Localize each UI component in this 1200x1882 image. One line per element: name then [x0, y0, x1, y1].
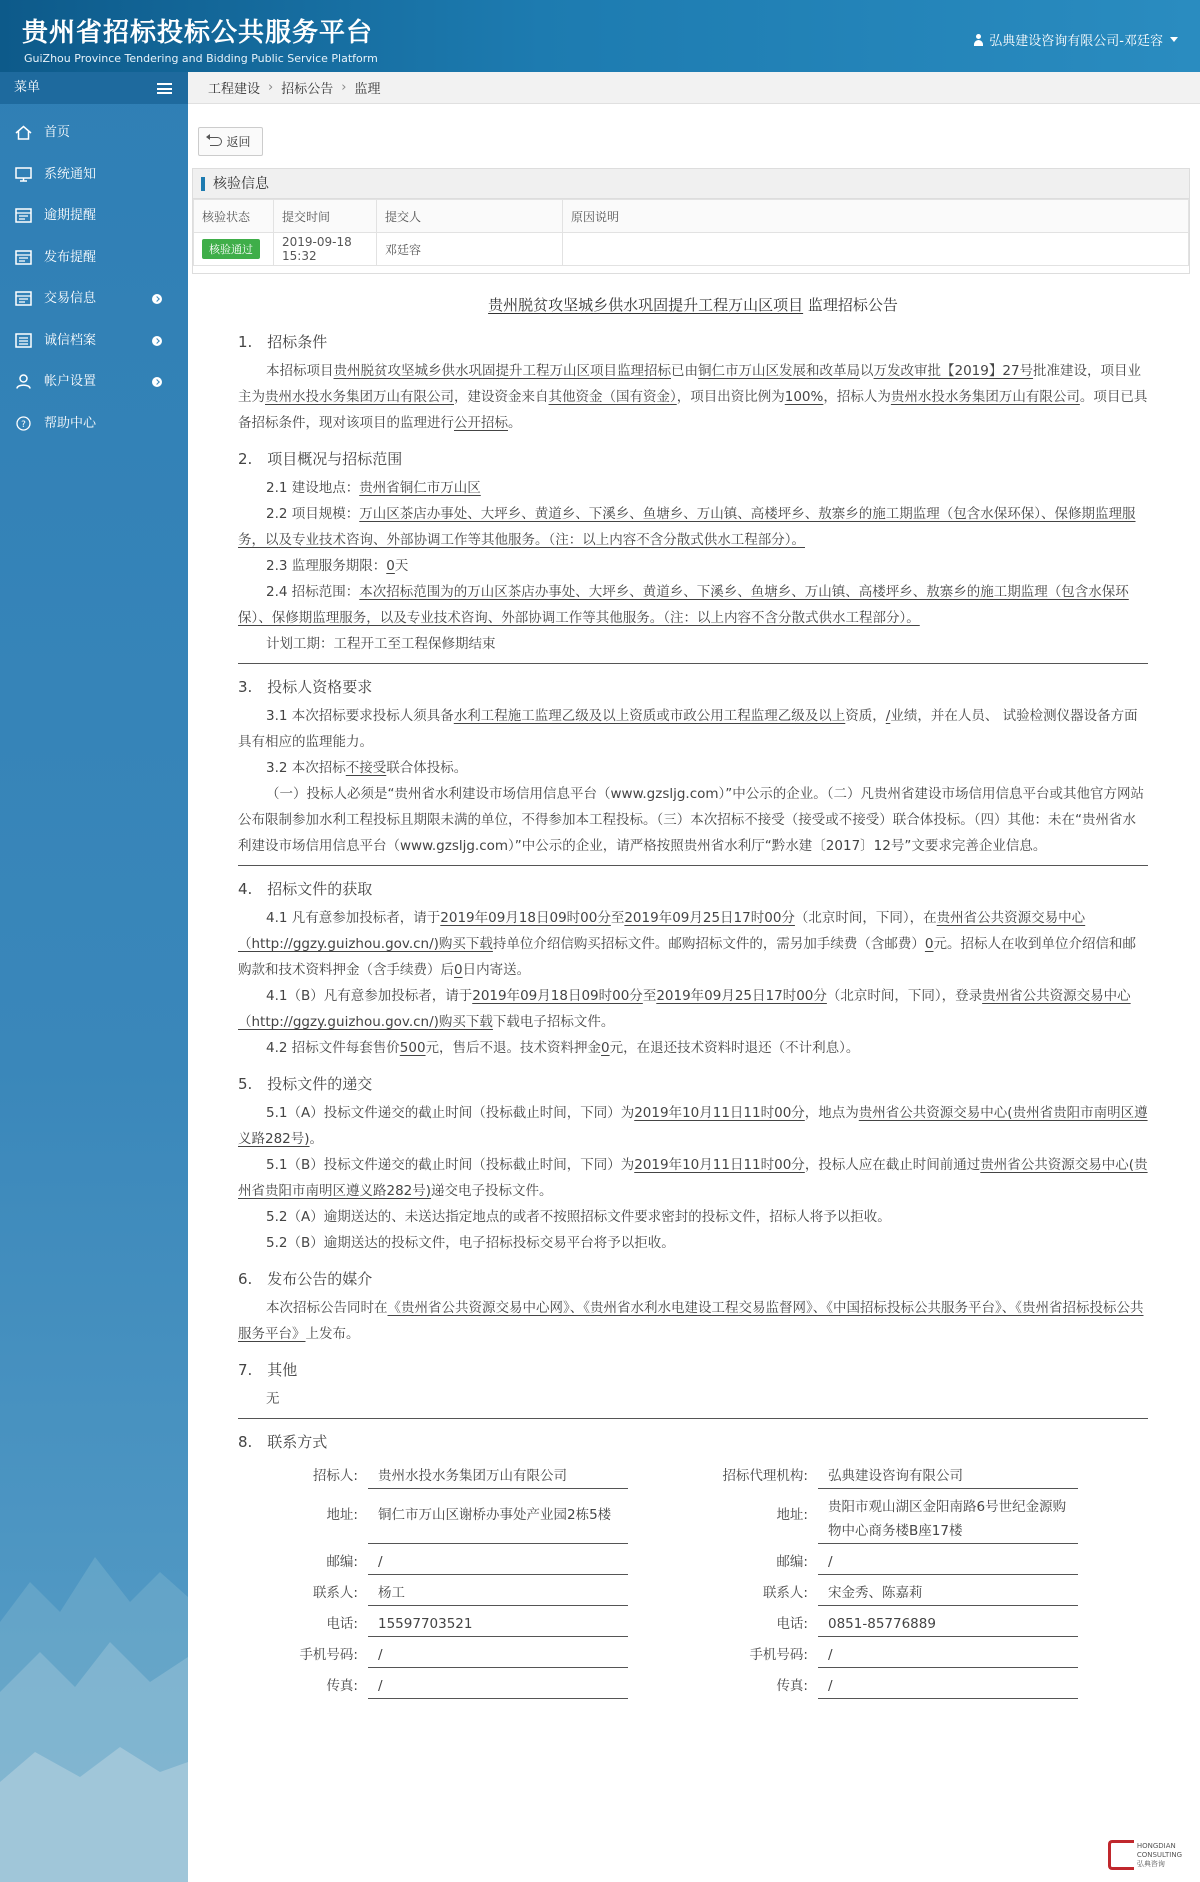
contact-label: 地址:: [776, 1507, 808, 1523]
text: 已由: [671, 363, 698, 379]
section-heading: 3. 投标人资格要求: [238, 678, 373, 696]
text: 联合体投标。: [386, 760, 468, 776]
text: （北京时间，下同），登录: [826, 988, 983, 1004]
project-scale: [238, 501, 1148, 553]
fund-source: 其他资金（国有资金）: [548, 389, 677, 405]
sidebar-item-label: 系统通知: [44, 166, 97, 182]
contact-label: 传真:: [776, 1678, 808, 1694]
text: 本招标项目: [266, 363, 334, 379]
text: 上发布。: [305, 1326, 360, 1342]
project-name: 贵州脱贫攻坚城乡供水巩固提升工程万山区项目监理招标: [333, 363, 671, 379]
end-time: 2019年09月25日17时00分: [656, 988, 827, 1004]
text: 。: [508, 415, 522, 431]
submission-place: 贵州省公共资源交易中心(贵州省贵阳市南明区遵义路282号): [238, 1157, 1148, 1199]
divider: [238, 1418, 1148, 1419]
user-icon: [15, 374, 32, 389]
status-cell: [194, 233, 274, 266]
acquire-place: 贵州省公共资源交易中心（http://ggzy.guizhou.gov.cn/)购买下载: [238, 988, 1131, 1030]
document-price: [238, 1035, 1148, 1061]
text: 持单位介绍信购买招标文件。邮购招标文件的，需另加手续费（含邮费）: [492, 936, 925, 952]
spacer: [628, 1489, 688, 1544]
text: 5.1（B）投标文件递交的截止时间（投标截止时间，下同）为: [266, 1157, 635, 1173]
logo-text: [1137, 1842, 1182, 1869]
back-icon: [210, 137, 222, 146]
app-header: [0, 0, 1200, 72]
late-rejection-b: 5.2（B）逾期送达的投标文件，电子招标投标交易平台将予以拒收。: [266, 1235, 675, 1251]
sidebar-item-label: 帮助中心: [44, 415, 97, 431]
approver: 铜仁市万山区发展和改革局: [698, 363, 860, 379]
spacer: [628, 1668, 688, 1699]
contact-value: 贵阳市观山湖区金阳南路6号世纪金源购物中心商务楼B座17楼: [818, 1489, 1078, 1544]
section-heading: 1. 招标条件: [238, 333, 328, 351]
submission-a: [238, 1100, 1148, 1152]
extra-requirements: （一）投标人必须是“贵州省水利建设市场信用信息平台（www.gzsljg.com）”中公示的企业。（二）凡贵州省建设市场信用信息平台或其他官方网站公布限制参加水利工程投标且期限未满的单位，不得参加本工程投标。（三）本次招标不接受（接受或不接受）联合体投标。（四）其他：未在“贵州省水利建设市场信用信息平台（www.gzsljg.com）”中公示的企业，请严格按照贵州省水利厅“黔水建〔2017〕12号”文要求完善企业信息。: [238, 786, 1145, 854]
logo-line: CONSULTING: [1136, 1850, 1182, 1859]
acquire-place: 贵州省公共资源交易中心（http://ggzy.guizhou.gov.cn/)购买下载: [238, 910, 1086, 952]
text: 资质，: [845, 708, 886, 724]
status-badge: 核验通过: [202, 239, 260, 259]
performance-value: /: [885, 708, 891, 724]
user-name[interactable]: 弘典建设咨询有限公司-邓廷容: [989, 34, 1163, 49]
qualification-value: 水利工程施工监理乙级及以上资质或市政公用工程监理乙级及以上: [453, 708, 846, 724]
sidebar-item-label: 帐户设置: [44, 374, 97, 389]
section-heading: 5. 投标文件的递交: [238, 1075, 373, 1093]
announcement-document: [238, 294, 1148, 1699]
contact-value: 弘典建设咨询有限公司: [818, 1458, 1078, 1489]
window-icon: [15, 208, 32, 223]
text: 天: [394, 558, 409, 574]
submission-b: [238, 1152, 1148, 1204]
contact-label: 联系人:: [762, 1585, 808, 1601]
text: 下载电子招标文件。: [492, 1014, 615, 1030]
sidebar-item-label: 逾期提醒: [44, 208, 97, 223]
deposit-value: 0: [601, 1040, 610, 1056]
contact-label: 手机号码:: [749, 1647, 808, 1663]
contact-value: 铜仁市万山区谢桥办事处产业园2栋5楼: [368, 1489, 628, 1544]
table-header-row: [194, 200, 1189, 233]
svg-text:?: ?: [21, 419, 26, 430]
column-header: 提交时间: [274, 200, 377, 233]
tenderer: 贵州水投水务集团万山有限公司: [890, 389, 1080, 405]
text: ，地点为: [804, 1105, 859, 1121]
text: 。项目已具备招标条件，现对该项目的监理进行: [238, 389, 1148, 431]
price-value: 500: [399, 1040, 426, 1056]
logo-line: 弘典咨询: [1136, 1859, 1165, 1868]
user-menu[interactable]: [973, 30, 1178, 49]
plan-period: 计划工期：工程开工至工程保修期结束: [266, 636, 496, 652]
text: 。: [309, 1131, 324, 1147]
text: 至: [642, 988, 657, 1004]
column-header: 提交人: [377, 200, 563, 233]
sidebar-item-help-center[interactable]: [0, 403, 188, 445]
breadcrumb-item-notice[interactable]: 招标公告: [281, 82, 334, 97]
contact-value: /: [368, 1637, 628, 1668]
media-list: 《贵州省公共资源交易中心网》、《贵州省水利水电建设工程交易监督网》、《中国招标投标公共服务平台》、《贵州省招标投标公共服务平台》: [238, 1300, 1144, 1342]
window-icon: [15, 250, 32, 265]
text: 3.2 本次招标: [266, 760, 346, 776]
home-icon: [15, 125, 32, 140]
contact-value: 宋金秀、陈嘉莉: [818, 1575, 1078, 1606]
spacer: [628, 1544, 688, 1575]
other-info: 无: [266, 1391, 280, 1407]
chevron-right-icon[interactable]: [152, 377, 162, 387]
hongdian-logo: [1108, 1840, 1182, 1870]
help-icon: [15, 416, 32, 431]
section-heading: 6. 发布公告的媒介: [238, 1270, 373, 1288]
scope-value: 本次招标范围为的万山区茶店办事处、大坪乡、黄道乡、下溪乡、鱼塘乡、万山镇、高楼坪乡、敖寨乡的施工期监理（包含水保环保）、保修期监理服务，以及专业技术咨询、外部协调工作等其他服务。（注：以上内容不含分散式供水工程部分）。: [238, 584, 1129, 626]
qualification: [238, 703, 1148, 755]
sidebar-item-account-settings[interactable]: [0, 361, 188, 403]
deadline: 2019年10月11日11时00分: [634, 1157, 805, 1173]
sidebar-item-home[interactable]: [0, 112, 188, 154]
sidebar-item-publish-reminder[interactable]: [0, 237, 188, 279]
sidebar-item-label: 交易信息: [44, 291, 97, 306]
sidebar: [0, 72, 188, 1882]
text: 2.2 项目规模：: [266, 506, 360, 522]
text: 5.1（A）投标文件递交的截止时间（投标截止时间，下同）为: [266, 1105, 635, 1121]
sidebar-item-label: 诚信档案: [44, 332, 97, 348]
sidebar-item-system-notice[interactable]: [0, 154, 188, 196]
location-value: 贵州省铜仁市万山区: [359, 480, 481, 496]
contact-value: 贵州水投水务集团万山有限公司: [368, 1458, 628, 1489]
hamburger-menu-icon[interactable]: [157, 83, 172, 94]
mountain-background-image: [0, 1462, 188, 1882]
text: ，建设资金来自: [454, 389, 549, 405]
text: 3.1 本次招标要求投标人须具备: [266, 708, 454, 724]
sidebar-menu-header: [0, 72, 188, 104]
text: 4.2 招标文件每套售价: [266, 1040, 400, 1056]
fund-ratio: 100%: [784, 389, 824, 405]
window-icon: [15, 291, 32, 306]
breadcrumb-item-engineering[interactable]: 工程建设: [208, 82, 261, 97]
monitor-icon: [15, 167, 32, 182]
document-title: [238, 294, 1148, 315]
sidebar-item-credit-archive[interactable]: [0, 320, 188, 362]
menu-label: 菜单: [14, 80, 41, 95]
spacer: [628, 1637, 688, 1668]
spacer: [628, 1606, 688, 1637]
text: 元。招标人在收到单位介绍信和邮购款和技术资料押金（含手续费）后: [238, 936, 1137, 978]
logo-mark-icon: [1108, 1840, 1134, 1870]
period-value: 0: [386, 558, 395, 574]
table-row: [194, 233, 1189, 266]
back-button[interactable]: [198, 127, 263, 156]
contact-grid: [238, 1458, 1148, 1699]
user-icon: [973, 34, 984, 46]
verification-panel: [192, 168, 1190, 274]
build-location: [238, 475, 1148, 501]
chevron-down-icon[interactable]: [1170, 37, 1178, 42]
sidebar-item-label: 首页: [44, 125, 71, 140]
text: 日内寄送。: [462, 962, 531, 978]
sidebar-item-label: 发布提醒: [44, 249, 97, 265]
document-acquisition-a: [238, 905, 1148, 983]
text: 4.1 凡有意参加投标者，请于: [266, 910, 441, 926]
document-title-project: 贵州脱贫攻坚城乡供水巩固提升工程万山区项目: [488, 296, 804, 314]
start-time: 2019年09月18日09时00分: [472, 988, 643, 1004]
tender-scope: [238, 579, 1148, 631]
postage-fee: 0: [924, 936, 934, 952]
section-heading: 4. 招标文件的获取: [238, 880, 373, 898]
text: 业绩，并在人员、 试验检测仪器设备方面具有相应的监理能力。: [238, 708, 1138, 750]
end-time: 2019年09月25日17时00分: [624, 910, 795, 926]
reason-cell: [563, 233, 1189, 266]
mail-days: 0: [454, 962, 463, 978]
contact-value: 0851-85776889: [818, 1606, 1078, 1637]
contact-label: 邮编:: [326, 1554, 358, 1570]
text: 批准建设，项目业主为: [238, 363, 1142, 405]
deadline: 2019年10月11日11时00分: [634, 1105, 805, 1121]
contact-value: /: [368, 1544, 628, 1575]
document-acquisition-b: [238, 983, 1148, 1035]
text: ，投标人应在截止时间前通过: [804, 1157, 981, 1173]
text: 元，在退还技术资料时退还（不计利息）。: [609, 1040, 860, 1056]
contact-value: 15597703521: [368, 1606, 628, 1637]
scale-value: 万山区茶店办事处、大坪乡、黄道乡、下溪乡、鱼塘乡、万山镇、高楼坪乡、敖寨乡的施工期监理（包含水保环保）、保修期监理服务，以及专业技术咨询、外部协调工作等其他服务。（注：以上内容不含分散式供水工程部分）。: [238, 506, 1136, 548]
tender-method: 公开招标: [454, 415, 508, 431]
contact-label: 联系人:: [312, 1585, 358, 1601]
text: 2.3 监理服务期限：: [266, 558, 387, 574]
verification-title: 核验信息: [193, 169, 1189, 199]
contact-label: 招标代理机构:: [722, 1468, 808, 1484]
text: ，项目出资比例为: [676, 389, 785, 405]
column-header: 原因说明: [563, 200, 1189, 233]
contact-label: 传真:: [326, 1678, 358, 1694]
sidebar-item-trade-info[interactable]: [0, 278, 188, 320]
contact-value: /: [368, 1668, 628, 1699]
contact-label: 邮编:: [776, 1554, 808, 1570]
chevron-right-icon: ›: [268, 80, 274, 95]
divider: [238, 865, 1148, 866]
text: 递交电子投标文件。: [431, 1183, 553, 1199]
contact-value: 杨工: [368, 1575, 628, 1606]
text: 至: [610, 910, 625, 926]
contact-label: 地址:: [326, 1507, 358, 1523]
text: 元，售后不退。技术资料押金: [425, 1040, 602, 1056]
chevron-right-icon[interactable]: [152, 336, 162, 346]
publish-media: [238, 1295, 1148, 1347]
spacer: [628, 1458, 688, 1489]
main-content: [188, 72, 1200, 1882]
contact-label: 电话:: [326, 1616, 358, 1632]
text: （北京时间，下同），在: [794, 910, 937, 926]
spacer: [628, 1575, 688, 1606]
section-1-body: [238, 358, 1148, 436]
site-subtitle: GuiZhou Province Tendering and Bidding Public Service Platform: [24, 52, 378, 65]
text: 本次招标公告同时在: [266, 1300, 388, 1316]
project-owner: 贵州水投水务集团万山有限公司: [265, 389, 454, 405]
person-cell: 邓廷容: [377, 233, 563, 266]
back-label: 返回: [226, 135, 251, 149]
approval-doc-no: 万发改审批【2019】27号: [873, 363, 1034, 379]
service-period: [238, 553, 1148, 579]
chevron-right-icon: ›: [341, 80, 347, 95]
text: 2.1 建设地点：: [266, 480, 360, 496]
contact-label: 招标人:: [312, 1468, 358, 1484]
section-heading: 2. 项目概况与招标范围: [238, 450, 403, 468]
submission-place: 贵州省公共资源交易中心(贵州省贵阳市南明区遵义路282号): [238, 1105, 1148, 1147]
chevron-right-icon[interactable]: [152, 294, 162, 304]
late-rejection-a: 5.2（A）逾期送达的、未送达指定地点的或者不按照招标文件要求密封的投标文件，招标人将予以拒收。: [266, 1209, 891, 1225]
text: ，招标人为: [823, 389, 891, 405]
joint-bid: [238, 755, 1148, 781]
section-heading: 7. 其他: [238, 1361, 298, 1379]
site-title[interactable]: 贵州省招标投标公共服务平台: [22, 18, 374, 48]
list-icon: [15, 333, 32, 348]
divider: [238, 663, 1148, 664]
logo-line: HONGDIAN: [1136, 1841, 1176, 1850]
contact-value: /: [818, 1637, 1078, 1668]
sidebar-item-overdue-reminder[interactable]: [0, 195, 188, 237]
joint-bid-value: 不接受: [345, 760, 387, 776]
verification-table: [193, 199, 1189, 266]
contact-label: 电话:: [776, 1616, 808, 1632]
section-heading: 8. 联系方式: [238, 1433, 328, 1451]
contact-label: 手机号码:: [299, 1647, 358, 1663]
breadcrumb: [188, 72, 1200, 104]
contact-value: /: [818, 1668, 1078, 1699]
text: 4.1（B）凡有意参加投标者，请于: [266, 988, 473, 1004]
document-title-suffix: 监理招标公告: [807, 296, 898, 314]
text: 以: [860, 363, 874, 379]
time-cell: 2019-09-18 15:32: [274, 233, 377, 266]
column-header: 核验状态: [194, 200, 274, 233]
breadcrumb-item-supervision[interactable]: 监理: [354, 82, 381, 97]
contact-value: /: [818, 1544, 1078, 1575]
start-time: 2019年09月18日09时00分: [440, 910, 611, 926]
text: 2.4 招标范围：: [266, 584, 360, 600]
